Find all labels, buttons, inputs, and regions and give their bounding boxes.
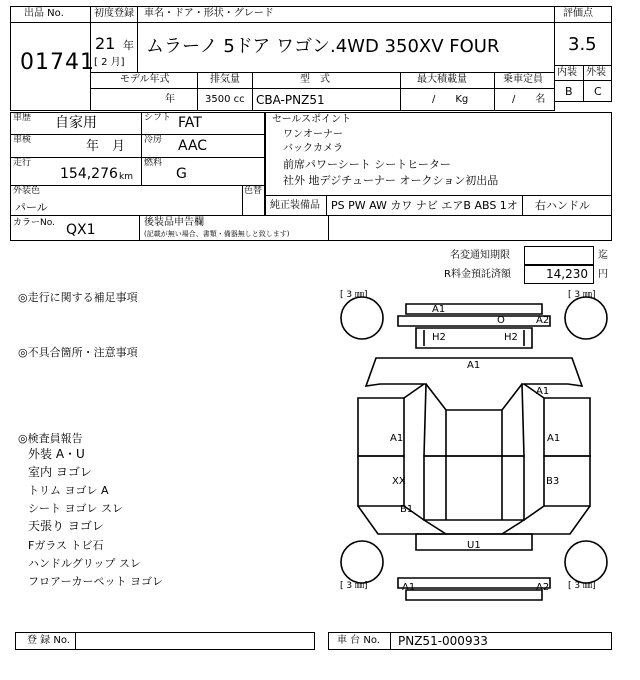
mileage-label: 走行 — [13, 158, 32, 168]
details-box — [10, 112, 265, 186]
mark-windshield: A1 — [467, 360, 481, 371]
lot-number-value: 01741 — [20, 50, 95, 75]
inspection-value: 年 月 — [86, 139, 126, 154]
mark-rear-bumper-left: A1 — [402, 582, 416, 593]
exterior-grade: C — [594, 85, 602, 98]
driving-notes-label: ◎走行に関する補足事項 — [18, 291, 138, 304]
color-box — [10, 185, 265, 216]
ac-value: AAC — [178, 138, 208, 154]
inspector-report-line: 室内 ヨゴレ — [28, 465, 92, 479]
max-load-value: / Kg — [432, 94, 469, 105]
car-condition-diagram — [336, 288, 612, 624]
wheel-rear-left — [341, 541, 383, 583]
max-load-label: 最大積載量 — [417, 74, 467, 85]
mark-hood-o: O — [497, 315, 505, 326]
inspector-report-line: 天張り ヨゴレ — [28, 519, 104, 533]
tire-depth-rear-left: [ 3 ㎜] — [340, 581, 368, 591]
chassis-number-label: 車 台 No. — [337, 635, 380, 646]
mileage-value: 154,276 — [60, 166, 118, 182]
capacity-value: / 名 — [512, 94, 546, 105]
chassis-number-value: PNZ51-000933 — [398, 634, 488, 648]
mark-rear-bumper-right: A2 — [536, 582, 550, 593]
fuel-value: G — [176, 166, 187, 182]
mark-front-bumper: A1 — [432, 304, 446, 315]
mark-hood-a2: A2 — [536, 315, 550, 326]
car-description-value: ムラーノ 5ドア ワゴン.4WD 350XV FOUR — [146, 36, 500, 57]
displacement-label: 排気量 — [210, 74, 240, 85]
interior-label: 内装 — [557, 67, 577, 78]
inspection-label: 車検 — [13, 135, 32, 145]
shift-value: FAT — [178, 115, 202, 131]
mark-headlight-left: H2 — [432, 332, 446, 343]
exterior-label: 外装 — [586, 67, 606, 78]
inspector-report-line: トリム ヨゴレ A — [28, 484, 109, 497]
ac-label: 冷房 — [144, 135, 163, 145]
registration-year-unit: 年 — [123, 39, 134, 52]
wheel-rear-right — [565, 541, 607, 583]
color-value: パール — [15, 201, 48, 214]
recycle-fee-unit: 円 — [598, 269, 608, 280]
inspector-report-line: 外装 A・U — [28, 447, 85, 461]
mark-right-front-door: A1 — [547, 433, 561, 444]
model-year-unit: 年 — [165, 94, 175, 105]
sales-point-line: 前席パワーシート シートヒーター — [283, 158, 451, 171]
tire-depth-front-left: [ 3 ㎜] — [340, 290, 368, 300]
wheel-front-left — [341, 297, 383, 339]
sales-point-line: 社外 地デジチューナー オークション初出品 — [283, 174, 499, 187]
lot-number-label: 出品 No. — [24, 8, 64, 19]
registration-number-label: 登 録 No. — [27, 635, 70, 646]
mark-right-rear-door: B3 — [546, 476, 560, 487]
type-label: 型 式 — [300, 74, 330, 85]
mark-back-door: U1 — [467, 540, 481, 551]
defect-notes-label: ◎不具合箇所・注意事項 — [18, 346, 138, 359]
tire-depth-rear-right: [ 3 ㎜] — [568, 581, 596, 591]
equipment-label: 純正装備品 — [270, 200, 320, 211]
capacity-label: 乗車定員 — [503, 74, 543, 85]
name-change-field — [524, 246, 594, 265]
rating-label: 評価点 — [563, 8, 593, 19]
displacement-value: 3500 cc — [205, 94, 245, 105]
aftermarket-note: (記載が無い場合、書類・備器無しと致します) — [144, 230, 290, 238]
name-change-label: 名変通知期限 — [450, 250, 510, 261]
mark-left-quarter: B1 — [400, 504, 414, 515]
color-change-label: 色替 — [244, 186, 263, 196]
recycle-fee-value: 14,230 — [546, 267, 588, 281]
aftermarket-label: 後装品申告欄 — [144, 217, 204, 228]
inspector-report-line: フロアーカーペット ヨゴレ — [28, 575, 163, 588]
rating-value: 3.5 — [568, 34, 597, 55]
inspector-report-line: シート ヨゴレ スレ — [28, 502, 123, 515]
sales-point-line: バックカメラ — [283, 143, 343, 154]
fuel-label: 燃料 — [144, 158, 163, 168]
color-number-label: カラーNo. — [13, 218, 55, 228]
equipment-value: PS PW AW カワ ナビ エアB ABS 1オ — [331, 199, 518, 212]
color-number-value: QX1 — [66, 222, 96, 238]
model-year-label: モデル年式 — [120, 74, 170, 85]
inspector-report-line: ハンドルグリップ スレ — [28, 557, 141, 570]
color-label: 外装色 — [13, 186, 41, 196]
history-value: 自家用 — [55, 115, 97, 131]
sales-points-label: セールスポイント — [272, 114, 352, 125]
steering-position: 右ハンドル — [535, 199, 590, 212]
sales-point-line: ワンオーナー — [283, 129, 343, 140]
car-description-label: 車名・ドア・形状・グレード — [144, 8, 274, 19]
tire-depth-front-right: [ 3 ㎜] — [568, 290, 596, 300]
mark-headlight-right: H2 — [504, 332, 518, 343]
inspector-report-label: ◎検査員報告 — [18, 432, 83, 445]
inspector-report-line: Fガラス トビ石 — [28, 539, 104, 552]
registration-year: 21 — [95, 34, 116, 53]
type-value: CBA-PNZ51 — [256, 93, 325, 107]
wheel-front-right — [565, 297, 607, 339]
recycle-fee-label: R料金預託済額 — [444, 269, 511, 280]
history-label: 車歴 — [13, 113, 32, 123]
name-change-unit: 迄 — [598, 250, 608, 261]
interior-grade: B — [565, 85, 573, 98]
first-registration-label: 初度登録 — [94, 8, 134, 19]
mark-left-rear-door: XX — [392, 476, 406, 487]
mark-left-front-door: A1 — [390, 433, 404, 444]
mark-right-fender: A1 — [536, 386, 550, 397]
registration-month: [ 2 月] — [94, 57, 125, 68]
shift-label: シフト — [144, 113, 172, 123]
mileage-unit: km — [119, 172, 133, 182]
